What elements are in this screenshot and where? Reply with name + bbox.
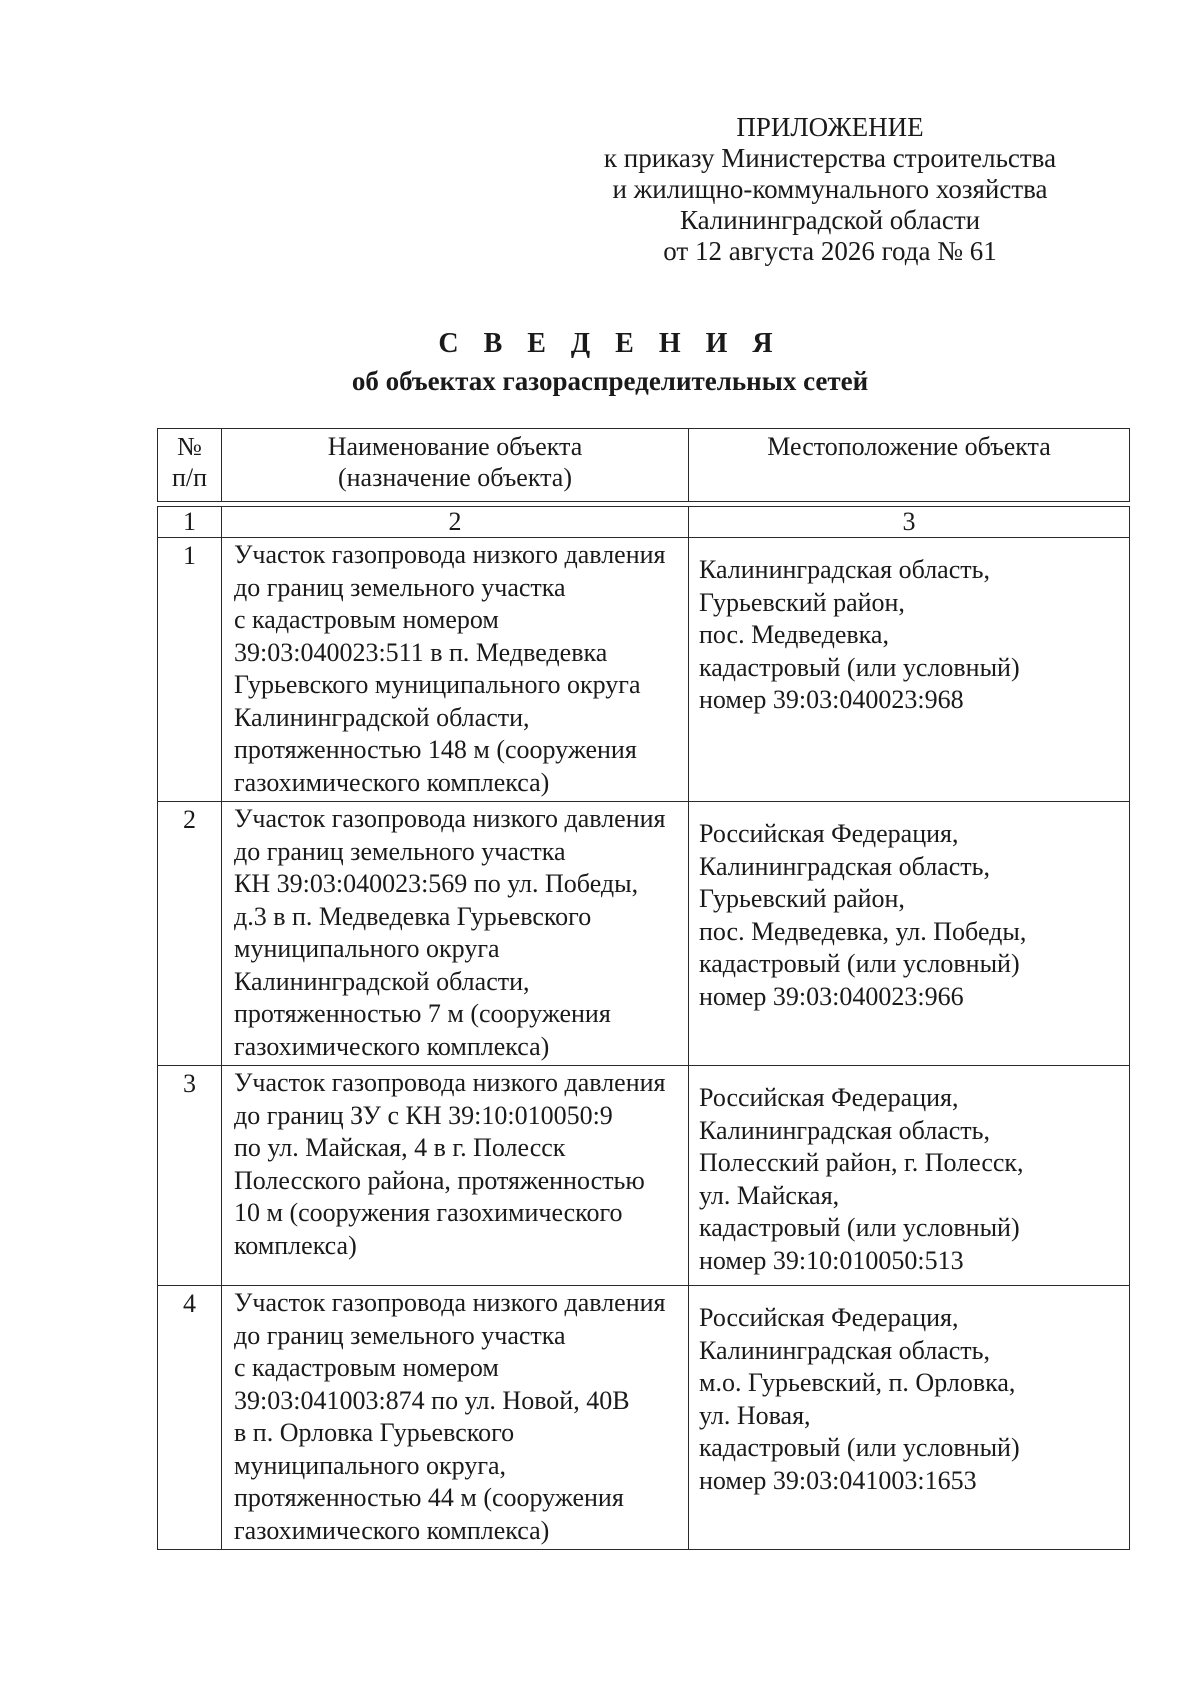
- column-number: 3: [689, 507, 1130, 538]
- appendix-line: к приказу Министерства строительства: [603, 143, 1057, 173]
- object-location-line: ул. Майская,: [699, 1180, 840, 1210]
- object-name-line: протяженностью 148 м (сооружения: [234, 735, 637, 764]
- object-location-line: номер 39:10:010050:513: [699, 1245, 964, 1275]
- object-name-line: 10 м (сооружения газохимического: [234, 1198, 623, 1227]
- object-name-line: до границ земельного участка: [234, 572, 566, 602]
- object-location-line: Российская Федерация,: [699, 1083, 959, 1112]
- object-name-line: до границ земельного участка: [234, 836, 566, 866]
- object-name-line: Полесского района, протяженностью: [234, 1165, 645, 1195]
- object-name-line: Калининградской области,: [234, 966, 530, 996]
- object-location-line: Гурьевский район,: [699, 884, 905, 913]
- object-name-line: муниципального округа: [234, 934, 500, 963]
- object-name-line: газохимического комплекса): [234, 1031, 550, 1061]
- object-name-line: до границ ЗУ с КН 39:10:010050:9: [234, 1100, 613, 1130]
- object-name-line: Участок газопровода низкого давления: [234, 804, 666, 833]
- appendix-heading: ПРИЛОЖЕНИЕ: [736, 112, 924, 142]
- object-location-line: Калининградская область,: [699, 555, 990, 584]
- object-name-line: Участок газопровода низкого давления: [234, 1068, 666, 1097]
- object-name-line: Участок газопровода низкого давления: [234, 1288, 666, 1317]
- object-location-line: Российская Федерация,: [699, 819, 959, 848]
- row-number: 3: [158, 1066, 222, 1286]
- appendix-block: [590, 112, 1070, 267]
- header-location: [689, 429, 1130, 502]
- header-num-line: №: [177, 432, 202, 461]
- header-num-line: п/п: [171, 463, 208, 492]
- appendix-line: и жилищно-коммунального хозяйства: [612, 174, 1048, 204]
- object-name-line: в п. Орловка Гурьевского: [234, 1418, 515, 1447]
- appendix-date-line: от 12 августа 2026 года № 61: [663, 236, 997, 266]
- object-location-line: Калининградская область,: [699, 1335, 990, 1365]
- table-row: [158, 802, 1130, 1066]
- object-name-cell: [222, 802, 689, 1066]
- object-location-line: пос. Медведевка, ул. Победы,: [699, 916, 1027, 946]
- table-header-row: [158, 429, 1130, 502]
- object-location-line: м.о. Гурьевский, п. Орловка,: [699, 1368, 1016, 1397]
- object-name-line: 39:03:041003:874 по ул. Новой, 40В: [234, 1385, 630, 1415]
- object-location-line: Российская Федерация,: [699, 1303, 959, 1332]
- object-location-line: номер 39:03:041003:1653: [699, 1465, 977, 1495]
- object-location-line: пос. Медведевка,: [699, 620, 889, 649]
- object-name-line: комплекса): [234, 1230, 357, 1260]
- table-row: [158, 538, 1130, 802]
- table-row: [158, 1286, 1130, 1550]
- object-location-line: Калининградская область,: [699, 851, 990, 881]
- object-name-line: до границ земельного участка: [234, 1320, 566, 1350]
- object-name-line: Калининградской области,: [234, 702, 530, 732]
- object-location-cell: [689, 538, 1130, 802]
- object-location-cell: [689, 802, 1130, 1066]
- object-name-line: газохимического комплекса): [234, 1515, 550, 1545]
- object-name-cell: [222, 538, 689, 802]
- appendix-line: Калининградской области: [679, 205, 981, 235]
- object-name-line: д.3 в п. Медведевка Гурьевского: [234, 901, 592, 931]
- object-name-line: Участок газопровода низкого давления: [234, 540, 666, 569]
- object-name-line: Гурьевского муниципального округа: [234, 670, 641, 699]
- row-number: 4: [158, 1286, 222, 1550]
- document-title: С В Е Д Е Н И Я: [438, 328, 782, 359]
- header-num: [158, 429, 222, 502]
- object-name-line: по ул. Майская, 4 в г. Полесск: [234, 1133, 566, 1162]
- column-number-row: [158, 507, 1130, 538]
- column-number: 1: [158, 507, 222, 538]
- object-name-cell: [222, 1066, 689, 1286]
- object-location-line: номер 39:03:040023:966: [699, 981, 964, 1011]
- object-location-line: Полесский район, г. Полесск,: [699, 1148, 1024, 1177]
- object-location-line: ул. Новая,: [699, 1400, 811, 1430]
- object-location-cell: [689, 1286, 1130, 1550]
- objects-table: [157, 428, 1130, 1550]
- row-number: 2: [158, 802, 222, 1066]
- header-name-line: Наименование объекта: [327, 432, 583, 461]
- header-location-line: Местоположение объекта: [767, 432, 1051, 461]
- object-location-line: Гурьевский район,: [699, 587, 905, 617]
- object-location-cell: [689, 1066, 1130, 1286]
- object-name-line: муниципального округа,: [234, 1450, 507, 1480]
- object-name-line: КН 39:03:040023:569 по ул. Победы,: [234, 869, 639, 898]
- object-name-line: 39:03:040023:511 в п. Медведевка: [234, 637, 608, 667]
- column-number: 2: [222, 507, 689, 538]
- table-row: [158, 1066, 1130, 1286]
- object-name-line: с кадастровым номером: [234, 605, 499, 634]
- header-name: [222, 429, 689, 502]
- object-location-line: Калининградская область,: [699, 1115, 990, 1145]
- object-location-line: кадастровый (или условный): [699, 652, 1020, 682]
- object-location-line: кадастровый (или условный): [699, 1213, 1020, 1242]
- object-location-line: номер 39:03:040023:968: [699, 685, 964, 714]
- object-name-line: протяженностью 44 м (сооружения: [234, 1483, 624, 1512]
- object-name-line: протяженностью 7 м (сооружения: [234, 999, 611, 1028]
- object-location-line: кадастровый (или условный): [699, 1433, 1020, 1462]
- object-name-line: с кадастровым номером: [234, 1353, 499, 1382]
- document-subtitle: об объектах газораспределительных сетей: [351, 366, 869, 396]
- row-number: 1: [158, 538, 222, 802]
- object-name-line: газохимического комплекса): [234, 767, 550, 797]
- object-name-cell: [222, 1286, 689, 1550]
- header-name-line: (назначение объекта): [337, 463, 572, 492]
- object-location-line: кадастровый (или условный): [699, 949, 1020, 978]
